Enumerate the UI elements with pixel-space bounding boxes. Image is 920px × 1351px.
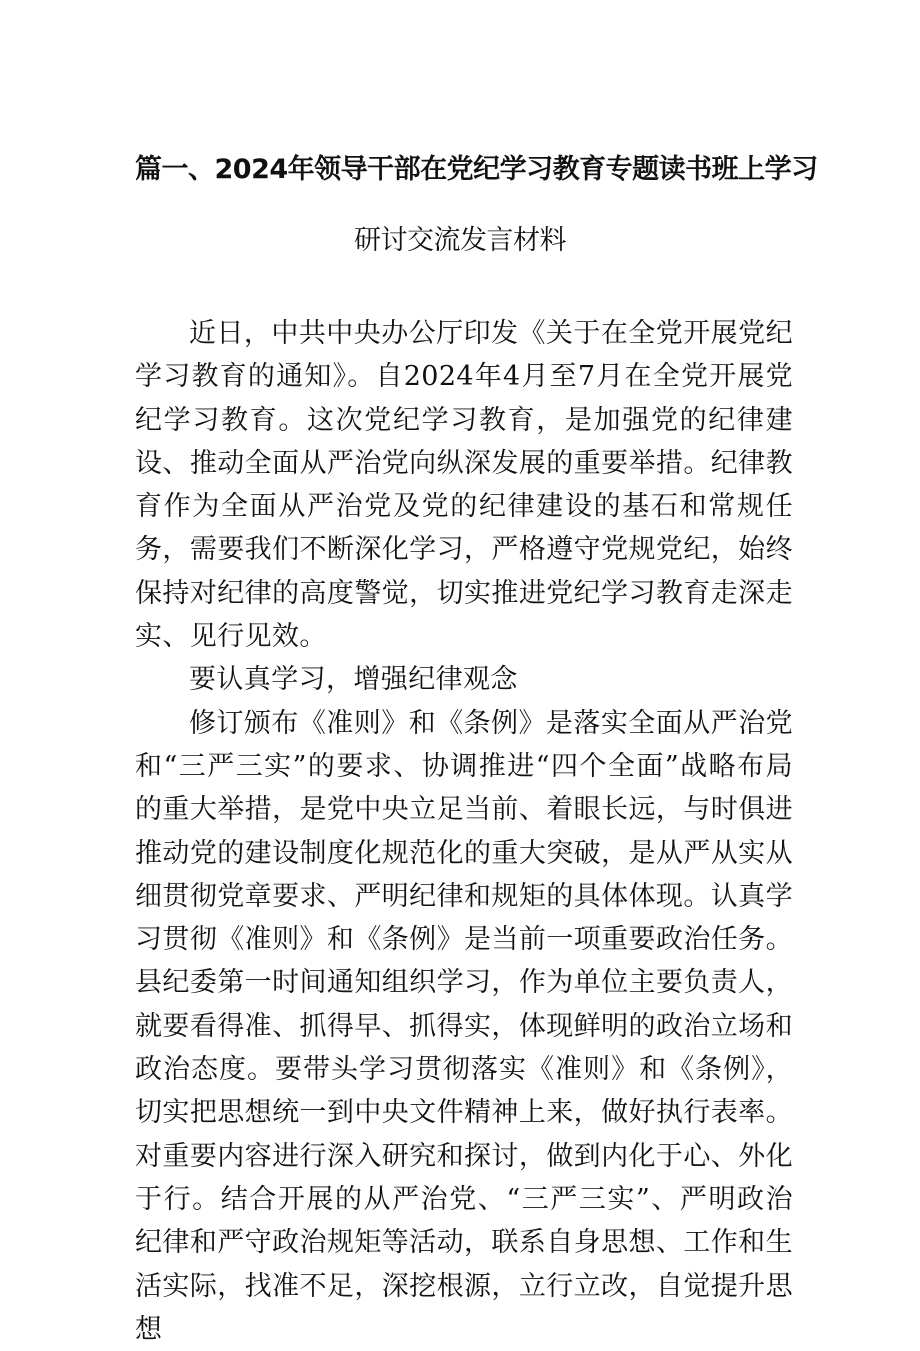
document-body <box>135 312 793 1351</box>
paragraph-intro: 近日，中共中央办公厅印发《关于在全党开展党纪学习教育的通知》。自2024年4月至7月在全党开展党纪学习教育。这次党纪学习教育，是加强党的纪律建设、推动全面从严治党向纵深发展的重要举措。纪律教育作为全面从严治党及党的纪律建设的基石和常规任务，需要我们不断深化学习，严格遵守党规党纪，始终保持对纪律的高度警觉，切实推进党纪学习教育走深走实、见行见效。 <box>135 318 793 653</box>
paragraph-main: 修订颁布《准则》和《条例》是落实全面从严治党和“三严三实”的要求、协调推进“四个全面”战略布局的重大举措，是党中央立足当前、着眼长远，与时俱进推动党的建设制度化规范化的重大突破，是从严从实从细贯彻党章要求、严明纪律和规矩的具体体现。认真学习贯彻《准则》和《条例》是当前一项重要政治任务。县纪委第一时间通知组织学习，作为单位主要负责人，就要看得准、抓得早、抓得实，体现鲜明的政治立场和政治态度。要带头学习贯彻落实《准则》和《条例》，切实把思想统一到中央文件精神上来，做好执行表率。对重要内容进行深入研究和探讨，做到内化于心、外化于行。结合开展的从严治党、“三严三实”、严明政治纪律和严守政治规矩等活动，联系自身思想、工作和生活实际，找准不足，深挖根源，立行立改，自觉提升思想 <box>135 707 793 1345</box>
section-heading: 要认真学习，增强纪律观念 <box>189 664 518 696</box>
document-title-line-2: 研讨交流发言材料 <box>354 225 566 256</box>
document-title-line-1: 篇一、2024年领导干部在党纪学习教育专题读书班上学习 <box>135 154 818 185</box>
